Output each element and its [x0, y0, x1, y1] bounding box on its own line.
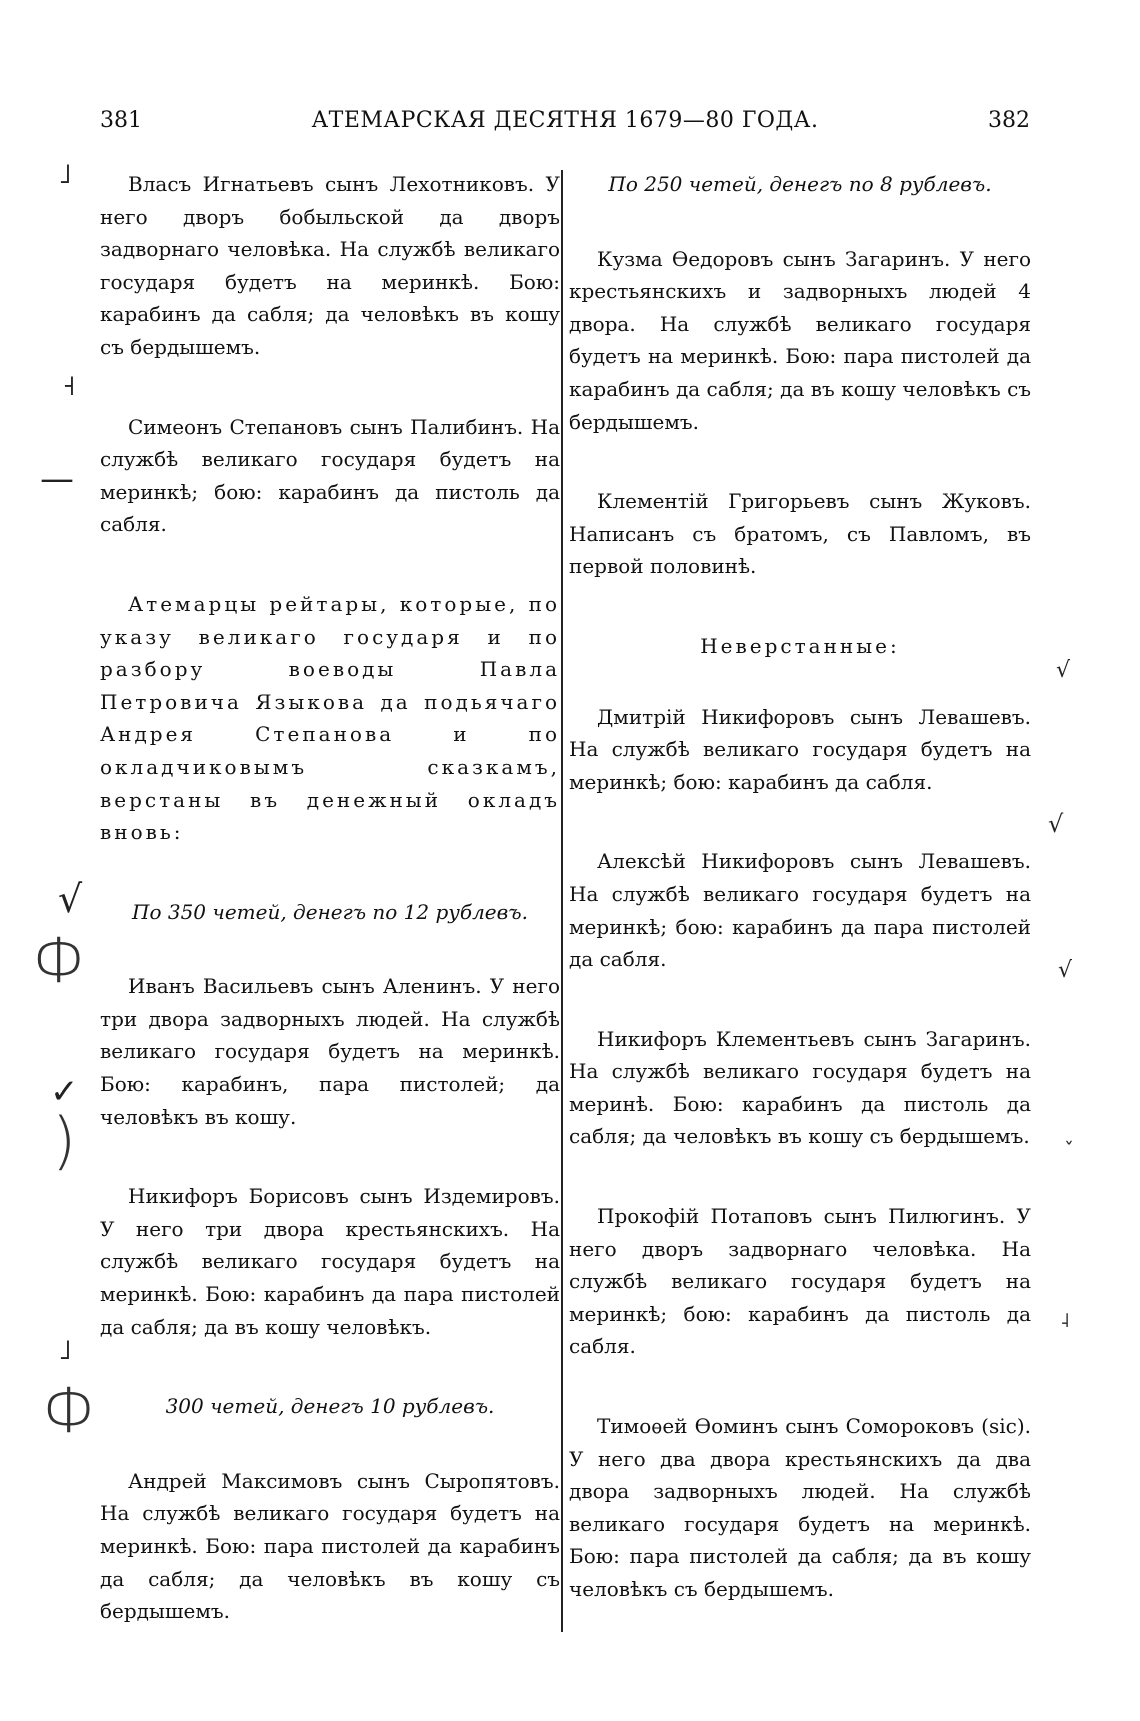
page-title: АТЕМАРСКАЯ ДЕСЯТНЯ 1679—80 ГОДА. — [311, 108, 819, 133]
margin-phi-mark-icon: Ф — [32, 924, 86, 997]
margin-paren-mark-icon: ) — [52, 1104, 77, 1177]
column-divider — [561, 170, 563, 1632]
margin-check-mark-icon: √ — [1056, 658, 1071, 683]
margin-check-mark-icon: √ — [1058, 958, 1073, 983]
entry-zagarin-kuzma: Кузма Ѳедоровъ сынъ Загаринъ. У него крестьянскихъ и задворныхъ людей 4 двора. На службѣ великаго государя будетъ на меринкѣ. Бою: пара пистолей да карабинъ да сабля; да въ кошу человѣкъ съ бердышемъ. — [569, 246, 1031, 434]
entry-alenin: Иванъ Васильевъ сынъ Аленинъ. У него три двора задворныхъ людей. На службѣ великаго государя будетъ на меринкѣ. Бою: карабинъ, пара пистолей; да человѣкъ въ кошу. — [100, 974, 560, 1129]
heading-350-chetey: По 350 четей, денегъ по 12 рублевъ. — [132, 899, 528, 924]
right-page-number: 382 — [988, 108, 1030, 133]
section-intro: Атемарцы рейтары, которые, по указу великаго государя и по разбору воеводы Павла Петровича Языкова да подьячаго Андрея Степанова и по окладчиковымъ сказкамъ, верстаны въ денежный окладъ вновь: — [100, 591, 560, 845]
entry-levashev-dmitry: Дмитрiй Никифоровъ сынъ Левашевъ. На службѣ великаго государя будетъ на меринкѣ; бою: карабинъ да сабля. — [569, 704, 1031, 794]
heading-250-chetey: По 250 четей, денегъ по 8 рублевъ. — [608, 172, 992, 196]
entry-izdemirov: Никифоръ Борисовъ сынъ Издемировъ. У него три двора крестьянскихъ. На службѣ великаго государя будетъ на меринкѣ. Бою: карабинъ да пара пистолей да сабля; да въ кошу человѣкъ. — [100, 1184, 560, 1339]
margin-phi-mark-icon: Ф — [42, 1374, 96, 1447]
heading-300-chetey: 300 четей, денегъ 10 рублевъ. — [165, 1394, 495, 1419]
left-page-number: 381 — [100, 108, 142, 133]
margin-check-mark-icon: ˇ — [1064, 1138, 1074, 1162]
margin-check-mark-icon: ˩ — [58, 1333, 72, 1366]
entry-zagarin-nikifor: Никифоръ Клементьевъ сынъ Загаринъ. На службѣ великаго государя будетъ на меринѣ. Бою: карабинъ да пистоль да сабля; да человѣкъ въ кошу съ бердышемъ. — [569, 1026, 1031, 1149]
margin-check-mark-icon: √ — [1048, 810, 1064, 838]
entry-lekhotnikov: Власъ Игнатьевъ сынъ Лехотниковъ. У него дворъ бобыльской да дворъ задворнаго человѣка. На службѣ великаго государя будетъ на меринкѣ. Бою: карабинъ да сабля; да человѣкъ въ кошу съ бердышемъ. — [100, 172, 560, 359]
margin-tick-mark-icon: ˧ — [62, 369, 76, 402]
right-column — [569, 168, 1031, 1653]
entry-palibin: Симеонъ Степановъ сынъ Палибинъ. На службѣ великаго государя будетъ на меринкѣ; бою: карабинъ да пистоль да сабля. — [100, 414, 560, 537]
margin-check-mark-icon: √ — [58, 877, 83, 921]
margin-check-mark-icon: ✓ — [50, 1072, 79, 1112]
heading-neverstannye: Неверстанные: — [700, 633, 900, 658]
margin-check-mark-icon: ˨ — [1060, 1308, 1070, 1332]
entry-zhukov: Клементiй Григорьевъ сынъ Жуковъ. Написанъ съ братомъ, съ Павломъ, въ первой половинѣ. — [569, 489, 1031, 579]
entry-pilyugin: Прокофiй Потаповъ сынъ Пилюгинъ. У него дворъ задворнаго человѣка. На службѣ великаго государя будетъ на меринкѣ; бою: карабинъ да пистоль да сабля. — [569, 1204, 1031, 1359]
entry-somorokov: Тимоѳей Ѳоминъ сынъ Сомороковъ (sic). У него два двора крестьянскихъ да два двора задворныхъ людей. На службѣ великаго государя будетъ на меринкѣ. Бою: пара пистолей да сабля; да въ кошу человѣкъ съ бердышемъ. — [569, 1414, 1031, 1601]
left-column — [100, 168, 560, 1675]
entry-syropyatov: Андрей Максимовъ сынъ Сыропятовъ. На службѣ великаго государя будетъ на меринкѣ. Бою: пара пистолей да карабинъ да сабля; да человѣкъ въ кошу съ бердышемъ. — [100, 1468, 560, 1624]
entry-levashev-aleksey: Алексѣй Никифоровъ сынъ Левашевъ. На службѣ великаго государя будетъ на меринкѣ; бою: карабинъ да пара пистолей да сабля. — [569, 849, 1031, 972]
margin-dash-mark-icon: — — [40, 459, 74, 499]
margin-check-mark-icon: ˩ — [58, 157, 72, 190]
running-header — [100, 108, 1030, 148]
